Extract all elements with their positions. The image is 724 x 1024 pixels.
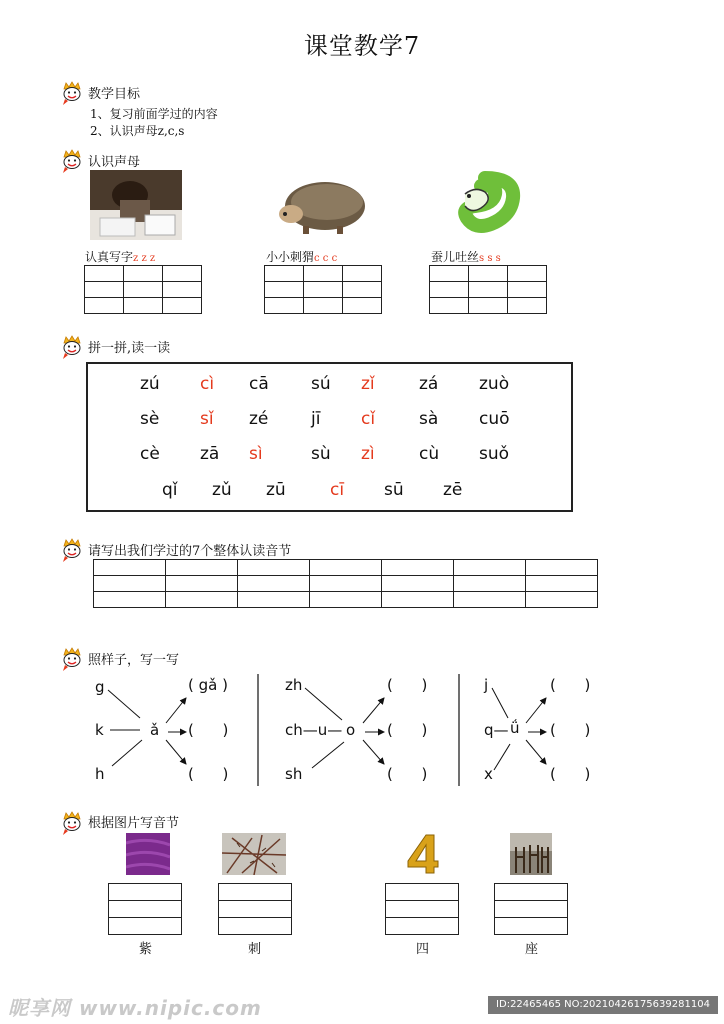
pinyin-syllable: cì [200,374,215,394]
objective-item-2: 2、认识声母z,c,s [90,124,185,138]
watermark-right: ID:22465465 NO:20210426175639281104 [488,996,718,1014]
pinyin-syllable: cuō [479,409,510,429]
answer-box-purple[interactable] [108,883,182,935]
mascot-icon [60,80,84,106]
pinyin-syllable: suǒ [479,444,510,464]
pinyin-syllable: qǐ [162,480,178,500]
letters-z: z z z [133,253,156,264]
picture-write-heading: 根据图片写音节 [88,816,180,831]
pinyin-syllable: sì [249,444,263,464]
pinyin-syllable: sú [311,374,331,394]
mascot-icon [60,334,84,360]
pinyin-syllable: zū [266,480,286,500]
answer-blank[interactable]: ( ) [387,765,428,783]
answer-blank[interactable]: ( ) [550,765,591,783]
hedgehog-image [275,170,370,240]
char-ci-thorn: 刺 [248,942,262,957]
pinyin-syllable: sè [140,409,160,429]
answer-box-seat[interactable] [494,883,568,935]
pinyin-syllable: zú [140,374,160,394]
final-u: ǘ [510,719,520,737]
final-o: o [346,721,356,739]
letters-s: s s s [479,253,501,264]
initial-ch-u: ch—u— [285,721,343,739]
caption-silkworm: 蚕儿吐丝 [431,250,480,264]
initial-zh: zh [285,676,303,694]
writing-grid-c[interactable] [264,265,382,314]
example-heading: 照样子，写一写 [88,653,180,668]
purple-fabric-image [126,833,170,875]
caption-hedgehog: 小小刺猬 [266,250,315,264]
pinyin-syllable: cǐ [361,409,376,429]
initial-q: q— [484,721,509,739]
initial-j: j [484,676,489,694]
chairs-image [510,833,552,875]
mascot-icon [60,810,84,836]
letters-c: c c c [314,253,338,264]
mascot-icon [60,537,84,563]
pinyin-syllable: cè [140,444,160,464]
answer-blank[interactable]: ( ) [550,676,591,694]
page-title: 课堂教学7 [303,32,421,60]
writing-grid-s[interactable] [429,265,547,314]
silkworm-image [445,170,530,235]
answer-blank[interactable]: ( ) [387,721,428,739]
initial-sh: sh [285,765,303,783]
writing-grid-z[interactable] [84,265,202,314]
pinyin-syllable: sù [311,444,331,464]
initial-x: x [484,765,493,783]
answer-blank[interactable]: ( ) [188,721,229,739]
pinyin-syllable: sǐ [200,409,214,429]
writing-child-image [90,170,182,240]
objective-item-1: 1、复习前面学过的内容 [90,107,218,121]
answer-box-four[interactable] [385,883,459,935]
pinyin-syllable: sà [419,409,439,429]
pinyin-syllable: zuò [479,374,510,394]
pinyin-heading: 拼一拼,读一读 [88,341,171,356]
mascot-icon [60,148,84,174]
pinyin-syllable: cī [330,480,345,500]
answer-blank[interactable]: ( ) [550,721,591,739]
pinyin-syllable: jī [311,409,321,429]
answer-blank[interactable]: ( ) [188,765,229,783]
pinyin-syllable: cù [419,444,440,464]
answer-box-thorn[interactable] [218,883,292,935]
char-zi-purple: 紫 [139,942,153,957]
initial-g: g [95,678,105,696]
pinyin-syllable: zē [443,480,463,500]
final-a: ǎ [150,721,160,739]
pinyin-syllable: zì [361,444,375,464]
char-si-four: 四 [416,942,430,957]
number-four-image [404,833,440,875]
pinyin-syllable: zǔ [212,480,232,500]
caption-writing: 认真写字 [85,250,134,264]
initial-h: h [95,765,105,783]
initial-k: k [95,721,104,739]
pinyin-grid [86,362,573,512]
pinyin-syllable: zé [249,409,269,429]
recognize-heading: 认识声母 [88,155,141,170]
example-arrows [0,668,724,793]
syllables-heading: 请写出我们学过的7个整体认读音节 [88,544,292,559]
pinyin-syllable: zǐ [361,374,375,394]
pinyin-syllable: zá [419,374,439,394]
char-zuo-seat: 座 [525,942,539,957]
pinyin-syllable: cā [249,374,269,394]
pinyin-syllable: sū [384,480,404,500]
pinyin-syllable: zā [200,444,220,464]
syllables-table[interactable] [93,559,598,608]
answer-ga: ( gǎ ) [188,676,228,694]
watermark-left: 昵享网 www.nipic.com [8,996,262,1020]
answer-blank[interactable]: ( ) [387,676,428,694]
thorn-bush-image [222,833,286,875]
objectives-heading: 教学目标 [88,87,141,102]
